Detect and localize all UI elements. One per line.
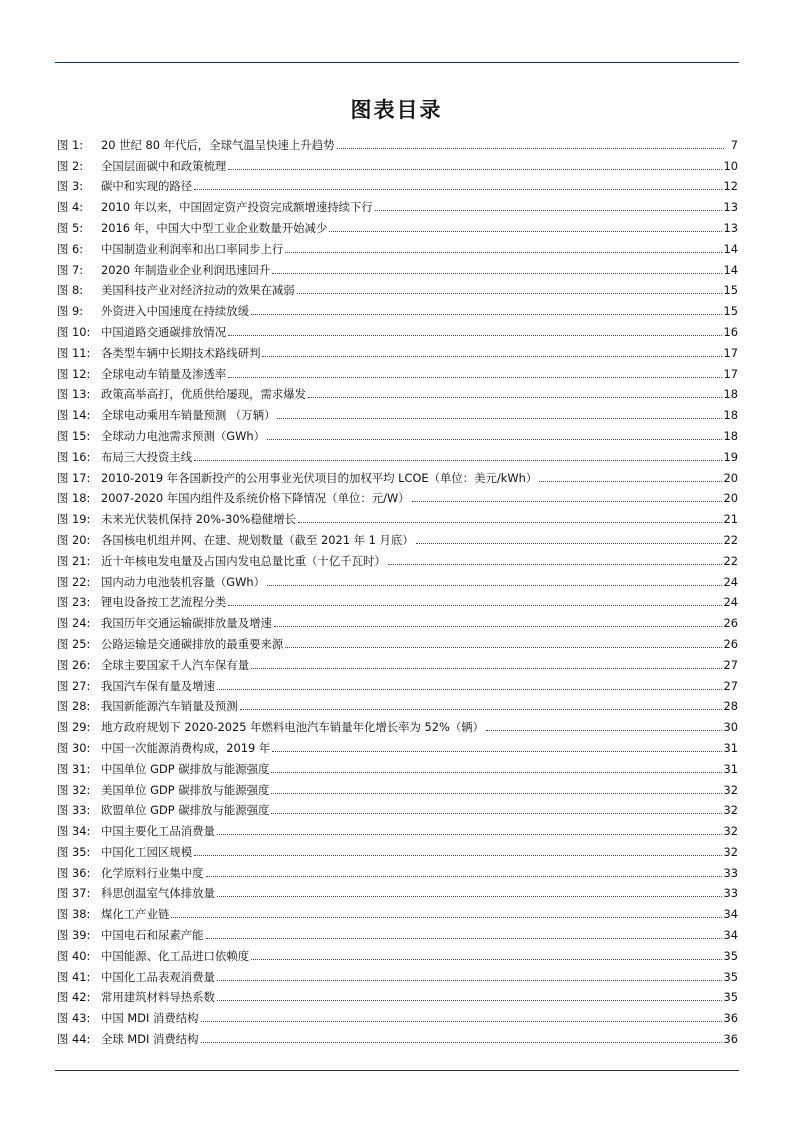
toc-entry-title: 各国核电机组并网、在建、规划数量（截至 2021 年 1 月底） xyxy=(101,532,414,547)
toc-entry-page: 31 xyxy=(723,761,738,776)
toc-leader-dots xyxy=(271,772,721,773)
toc-entry-label: 图 32: xyxy=(57,782,91,797)
toc-entry-label: 图 29: xyxy=(57,720,91,735)
toc-leader-dots xyxy=(375,210,722,211)
toc-entry-label: 图 11: xyxy=(57,345,91,360)
toc-leader-dots xyxy=(337,148,725,149)
toc-leader-dots xyxy=(228,377,721,378)
toc-entry[interactable] xyxy=(57,921,738,942)
toc-leader-dots xyxy=(388,564,722,565)
toc-entry[interactable] xyxy=(57,838,738,859)
toc-entry-label: 图 15: xyxy=(57,428,91,443)
toc-entry-label: 图 34: xyxy=(57,824,91,839)
toc-entry-page: 22 xyxy=(723,532,738,547)
toc-entry-label: 图 7: xyxy=(57,262,84,277)
toc-entry[interactable] xyxy=(57,880,738,901)
toc-entry-label: 图 37: xyxy=(57,886,91,901)
toc-entry-title: 中国能源、化工品进口依赖度 xyxy=(101,948,250,963)
toc-leader-dots xyxy=(274,626,722,627)
toc-entry-page: 34 xyxy=(723,928,738,943)
toc-entry[interactable] xyxy=(57,360,738,381)
toc-entry-page: 33 xyxy=(723,886,738,901)
toc-entry-title: 科思创温室气体排放量 xyxy=(101,886,215,901)
toc-entry-label: 图 13: xyxy=(57,387,91,402)
toc-entry-label: 图 41: xyxy=(57,969,91,984)
toc-entry-page: 18 xyxy=(723,387,738,402)
toc-entry[interactable] xyxy=(57,797,738,818)
toc-entry-label: 图 8: xyxy=(57,283,84,298)
toc-entry-label: 图 31: xyxy=(57,761,91,776)
toc-entry-label: 图 6: xyxy=(57,241,84,256)
toc-leader-dots xyxy=(272,751,721,752)
toc-entry[interactable] xyxy=(57,734,738,755)
toc-entry-label: 图 33: xyxy=(57,803,91,818)
toc-entry-page: 17 xyxy=(723,345,738,360)
toc-entry-label: 图 22: xyxy=(57,574,91,589)
toc-leader-dots xyxy=(194,460,721,461)
toc-entry-page: 28 xyxy=(723,699,738,714)
toc-entry-title: 美国科技产业对经济拉动的效果在减弱 xyxy=(101,283,295,298)
toc-entry[interactable] xyxy=(57,193,738,214)
toc-leader-dots xyxy=(217,980,722,981)
toc-entry[interactable] xyxy=(57,547,738,568)
toc-leader-dots xyxy=(277,418,721,419)
toc-entry[interactable] xyxy=(57,443,738,464)
toc-entry-label: 图 36: xyxy=(57,865,91,880)
toc-entry-title: 欧盟单位 GDP 碳排放与能源强度 xyxy=(101,803,270,818)
toc-entry-label: 图 42: xyxy=(57,990,91,1005)
toc-entry-title: 中国单位 GDP 碳排放与能源强度 xyxy=(101,761,270,776)
toc-leader-dots xyxy=(285,647,721,648)
toc-entry-label: 图 2: xyxy=(57,158,84,173)
toc-entry-label: 图 44: xyxy=(57,1032,91,1047)
toc-entry-page: 27 xyxy=(723,657,738,672)
toc-leader-dots xyxy=(217,834,722,835)
page-title: 图表目录 xyxy=(350,98,443,122)
figure-list xyxy=(57,131,738,1046)
toc-entry[interactable] xyxy=(57,277,738,298)
toc-entry-label: 图 35: xyxy=(57,844,91,859)
toc-entry-label: 图 12: xyxy=(57,366,91,381)
toc-entry[interactable] xyxy=(57,214,738,235)
toc-entry-label: 图 28: xyxy=(57,699,91,714)
toc-entry[interactable] xyxy=(57,422,738,443)
toc-entry[interactable] xyxy=(57,318,738,339)
toc-entry-page: 18 xyxy=(723,408,738,423)
toc-entry-label: 图 30: xyxy=(57,740,91,755)
toc-entry-label: 图 16: xyxy=(57,449,91,464)
toc-entry-page: 12 xyxy=(723,179,738,194)
toc-entry-page: 35 xyxy=(723,990,738,1005)
toc-entry-title: 我国历年交通运输碳排放量及增速 xyxy=(101,616,272,631)
toc-entry-title: 中国道路交通碳排放情况 xyxy=(101,324,227,339)
toc-entry-page: 35 xyxy=(723,969,738,984)
toc-leader-dots xyxy=(171,917,721,918)
toc-entry-title: 中国电石和尿素产能 xyxy=(101,928,204,943)
toc-entry-page: 36 xyxy=(723,1011,738,1026)
toc-entry-page: 19 xyxy=(723,449,738,464)
toc-entry-page: 20 xyxy=(723,470,738,485)
toc-entry[interactable] xyxy=(57,713,738,734)
toc-entry-title: 2016 年，中国大中型工业企业数量开始减少 xyxy=(101,220,328,235)
toc-entry-label: 图 4: xyxy=(57,200,84,215)
toc-entry-page: 31 xyxy=(723,740,738,755)
toc-entry-label: 图 39: xyxy=(57,928,91,943)
toc-leader-dots xyxy=(206,876,722,877)
toc-leader-dots xyxy=(201,1021,722,1022)
toc-entry-title: 全球电动乘用车销量预测 （万辆） xyxy=(101,408,276,423)
toc-leader-dots xyxy=(267,585,722,586)
toc-entry[interactable] xyxy=(57,464,738,485)
toc-entry[interactable] xyxy=(57,1004,738,1025)
toc-leader-dots xyxy=(240,709,722,710)
toc-leader-dots xyxy=(267,439,722,440)
toc-leader-dots xyxy=(412,501,722,502)
toc-entry-page: 33 xyxy=(723,865,738,880)
toc-entry[interactable] xyxy=(57,485,738,506)
toc-entry-page: 24 xyxy=(723,595,738,610)
toc-entry-title: 布局三大投资主线 xyxy=(101,449,193,464)
toc-leader-dots xyxy=(298,522,721,523)
toc-entry-title: 2010-2019 年各国新投产的公用事业光伏项目的加权平均 LCOE（单位：美元/kWh） xyxy=(101,470,538,485)
toc-entry-page: 14 xyxy=(723,262,738,277)
toc-entry-title: 全国层面碳中和政策梳理 xyxy=(101,158,227,173)
toc-leader-dots xyxy=(251,959,721,960)
toc-entry-label: 图 43: xyxy=(57,1011,91,1026)
toc-entry-page: 27 xyxy=(723,678,738,693)
toc-entry-page: 15 xyxy=(723,283,738,298)
toc-entry[interactable] xyxy=(57,152,738,173)
toc-entry-label: 图 19: xyxy=(57,512,91,527)
toc-entry-page: 32 xyxy=(723,803,738,818)
toc-entry[interactable] xyxy=(57,568,738,589)
toc-leader-dots xyxy=(228,169,721,170)
toc-entry[interactable] xyxy=(57,526,738,547)
toc-leader-dots xyxy=(271,793,721,794)
toc-entry-title: 全球动力电池需求预测（GWh） xyxy=(101,428,265,443)
toc-leader-dots xyxy=(329,231,721,232)
toc-entry[interactable] xyxy=(57,651,738,672)
toc-leader-dots xyxy=(201,1042,722,1043)
toc-entry-page: 16 xyxy=(723,324,738,339)
toc-entry-page: 34 xyxy=(723,907,738,922)
toc-entry[interactable] xyxy=(57,589,738,610)
toc-entry[interactable] xyxy=(57,1025,738,1046)
toc-entry-title: 我国新能源汽车销量及预测 xyxy=(101,699,238,714)
header-rule xyxy=(55,62,739,63)
toc-entry[interactable] xyxy=(57,817,738,838)
toc-entry-title: 中国化工园区规模 xyxy=(101,844,193,859)
toc-entry-title: 全球主要国家千人汽车保有量 xyxy=(101,657,250,672)
toc-leader-dots xyxy=(251,314,721,315)
toc-leader-dots xyxy=(271,813,721,814)
toc-leader-dots xyxy=(308,397,721,398)
toc-entry[interactable] xyxy=(57,693,738,714)
toc-entry-label: 图 14: xyxy=(57,408,91,423)
toc-entry-title: 常用建筑材料导热系数 xyxy=(101,990,215,1005)
toc-entry[interactable] xyxy=(57,630,738,651)
toc-leader-dots xyxy=(217,896,722,897)
toc-entry-title: 政策高举高打，优质供给屡现，需求爆发 xyxy=(101,387,307,402)
toc-entry-page: 36 xyxy=(723,1032,738,1047)
toc-entry-page: 35 xyxy=(723,948,738,963)
toc-entry-title: 外资进入中国速度在持续放缓 xyxy=(101,304,250,319)
toc-entry[interactable] xyxy=(57,173,738,194)
toc-leader-dots xyxy=(416,543,722,544)
toc-leader-dots xyxy=(251,668,721,669)
toc-entry-title: 全球电动车销量及渗透率 xyxy=(101,366,227,381)
toc-entry-title: 全球 MDI 消费结构 xyxy=(101,1032,199,1047)
toc-entry-label: 图 10: xyxy=(57,324,91,339)
toc-entry-page: 26 xyxy=(723,616,738,631)
toc-leader-dots xyxy=(272,273,721,274)
toc-entry-label: 图 3: xyxy=(57,179,84,194)
toc-entry-label: 图 9: xyxy=(57,304,84,319)
toc-entry[interactable] xyxy=(57,900,738,921)
toc-entry[interactable] xyxy=(57,297,738,318)
toc-leader-dots xyxy=(297,293,722,294)
toc-leader-dots xyxy=(228,605,721,606)
toc-leader-dots xyxy=(228,335,721,336)
toc-entry[interactable] xyxy=(57,401,738,422)
toc-entry-page: 22 xyxy=(723,553,738,568)
toc-entry[interactable] xyxy=(57,131,738,152)
toc-entry-page: 14 xyxy=(723,241,738,256)
toc-entry-title: 各类型车辆中长期技术路线研判 xyxy=(101,345,261,360)
toc-entry[interactable] xyxy=(57,235,738,256)
toc-entry-label: 图 17: xyxy=(57,470,91,485)
toc-entry-page: 13 xyxy=(723,220,738,235)
toc-entry-page: 21 xyxy=(723,512,738,527)
toc-entry[interactable] xyxy=(57,672,738,693)
toc-entry[interactable] xyxy=(57,963,738,984)
toc-entry-title: 碳中和实现的路径 xyxy=(101,179,193,194)
toc-leader-dots xyxy=(217,1000,722,1001)
toc-entry-label: 图 23: xyxy=(57,595,91,610)
toc-entry-title: 中国化工品表观消费量 xyxy=(101,969,215,984)
toc-entry-label: 图 24: xyxy=(57,616,91,631)
toc-entry-label: 图 21: xyxy=(57,553,91,568)
toc-entry[interactable] xyxy=(57,859,738,880)
toc-entry[interactable] xyxy=(57,256,738,277)
toc-entry-page: 13 xyxy=(723,200,738,215)
toc-entry-title: 公路运输是交通碳排放的最重要来源 xyxy=(101,636,284,651)
toc-entry-page: 10 xyxy=(723,158,738,173)
footer-rule xyxy=(55,1070,739,1071)
toc-entry-page: 30 xyxy=(723,720,738,735)
toc-entry-page: 17 xyxy=(723,366,738,381)
toc-entry-page: 18 xyxy=(723,428,738,443)
toc-entry-label: 图 20: xyxy=(57,532,91,547)
toc-leader-dots xyxy=(262,356,721,357)
toc-entry-page: 32 xyxy=(723,844,738,859)
toc-entry[interactable] xyxy=(57,339,738,360)
toc-entry-page: 20 xyxy=(723,491,738,506)
toc-entry-title: 20 世纪 80 年代后，全球气温呈快速上升趋势 xyxy=(101,137,335,152)
toc-entry-title: 2020 年制造业企业利润迅速回升 xyxy=(101,262,271,277)
toc-entry-page: 32 xyxy=(723,824,738,839)
toc-entry-title: 2010 年以来，中国固定资产投资完成额增速持续下行 xyxy=(101,200,373,215)
toc-entry-page: 32 xyxy=(723,782,738,797)
toc-leader-dots xyxy=(194,189,721,190)
toc-entry-page: 7 xyxy=(730,137,738,152)
toc-entry-label: 图 25: xyxy=(57,636,91,651)
toc-entry-label: 图 27: xyxy=(57,678,91,693)
toc-entry[interactable] xyxy=(57,609,738,630)
toc-entry-label: 图 26: xyxy=(57,657,91,672)
toc-entry-page: 26 xyxy=(723,636,738,651)
toc-entry-label: 图 40: xyxy=(57,948,91,963)
toc-leader-dots xyxy=(486,730,721,731)
toc-entry[interactable] xyxy=(57,984,738,1005)
toc-entry-title: 煤化工产业链 xyxy=(101,907,170,922)
toc-entry-title: 我国汽车保有量及增速 xyxy=(101,678,215,693)
toc-entry[interactable] xyxy=(57,505,738,526)
toc-entry-title: 中国制造业利润率和出口率同步上行 xyxy=(101,241,284,256)
toc-entry-title: 未来光伏装机保持 20%-30%稳健增长 xyxy=(101,512,297,527)
toc-entry[interactable] xyxy=(57,942,738,963)
toc-entry[interactable] xyxy=(57,381,738,402)
toc-entry-label: 图 38: xyxy=(57,907,91,922)
toc-entry-title: 化学原料行业集中度 xyxy=(101,865,204,880)
toc-leader-dots xyxy=(217,689,722,690)
toc-entry-label: 图 5: xyxy=(57,220,84,235)
toc-entry-title: 近十年核电发电量及占国内发电总量比重（十亿千瓦时） xyxy=(101,553,386,568)
toc-entry-label: 图 1: xyxy=(57,137,84,152)
toc-leader-dots xyxy=(206,938,722,939)
toc-entry-title: 2007-2020 年国内组件及系统价格下降情况（单位：元/W） xyxy=(101,491,410,506)
toc-entry-label: 图 18: xyxy=(57,491,91,506)
toc-leader-dots xyxy=(285,252,721,253)
toc-leader-dots xyxy=(539,481,721,482)
toc-entry-title: 美国单位 GDP 碳排放与能源强度 xyxy=(101,782,270,797)
toc-entry-title: 国内动力电池装机容量（GWh） xyxy=(101,574,265,589)
toc-entry-title: 地方政府规划下 2020-2025 年燃料电池汽车销量年化增长率为 52%（辆） xyxy=(101,720,485,735)
toc-entry-title: 中国 MDI 消费结构 xyxy=(101,1011,199,1026)
toc-entry-page: 15 xyxy=(723,304,738,319)
toc-entry-page: 24 xyxy=(723,574,738,589)
toc-entry-title: 锂电设备按工艺流程分类 xyxy=(101,595,227,610)
toc-entry[interactable] xyxy=(57,776,738,797)
toc-entry-title: 中国主要化工品消费量 xyxy=(101,824,215,839)
toc-entry-title: 中国一次能源消费构成，2019 年 xyxy=(101,740,271,755)
toc-leader-dots xyxy=(194,855,721,856)
toc-entry[interactable] xyxy=(57,755,738,776)
